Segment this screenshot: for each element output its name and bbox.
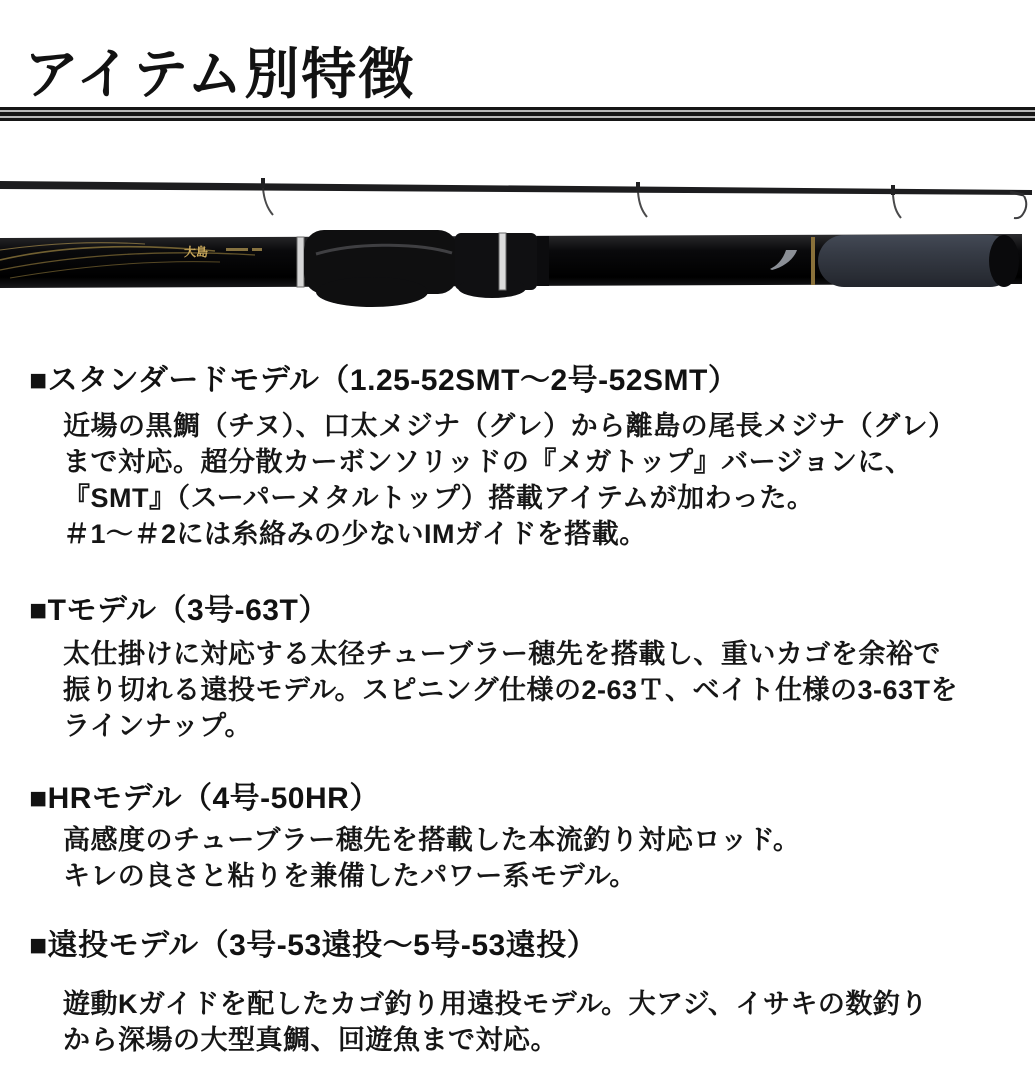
page-title: アイテム別特徴: [24, 43, 416, 105]
body-line: 太仕掛けに対応する太径チューブラー穂先を搭載し、重いカゴを余裕で: [63, 639, 941, 669]
title-divider-rule: [0, 107, 1035, 121]
rod-butt-section: [0, 230, 1022, 307]
body-line: ラインナップ。: [63, 711, 252, 741]
gold-ring: [811, 237, 815, 285]
body-line: まで対応。超分散カーボンソリッドの『メガトップ』バージョンに、: [63, 447, 913, 477]
section-heading-ento-model: ■遠投モデル（3号-53遠投〜5号-53遠投）: [29, 929, 598, 962]
body-line: 振り切れる遠投モデル。スピニング仕様の2-63Ｔ、ベイト仕様の3-63Tを: [63, 675, 959, 705]
section-body-standard-model: [63, 408, 956, 552]
silver-ring: [297, 237, 304, 287]
section-body-ento-model: [63, 986, 928, 1058]
body-line: から深場の大型真鯛、回遊魚まで対応。: [63, 1025, 558, 1055]
rod-grip: [818, 235, 1016, 287]
body-line: 高感度のチューブラー穂先を搭載した本流釣り対応ロッド。: [63, 825, 801, 855]
grip-end-cap: [989, 235, 1019, 287]
rod-model-marking: [226, 248, 262, 251]
body-line: 遊動Kガイドを配したカゴ釣り用遠投モデル。大アジ、イサキの数釣り: [63, 989, 928, 1019]
section-heading-hr-model: ■HRモデル（4号-50HR）: [29, 782, 380, 815]
section-heading-standard-model: ■スタンダードモデル（1.25-52SMT〜2号-52SMT）: [29, 364, 739, 397]
fishing-rod-photo: [0, 140, 1035, 340]
silver-ring: [499, 233, 506, 290]
body-line: キレの良さと粘りを兼備したパワー系モデル。: [63, 861, 637, 891]
rod-tip-shaft: [0, 181, 1032, 195]
section-body-t-model: [63, 636, 958, 744]
rod-tip-top-guide: [1010, 192, 1026, 218]
body-line: ＃1〜＃2には糸絡みの少ないIMガイドを搭載。: [63, 519, 647, 549]
body-line: 近場の黒鯛（チヌ）、口太メジナ（グレ）から離島の尾長メジナ（グレ）: [63, 411, 956, 441]
rod-tip-section: [0, 178, 1032, 218]
rod-brand-mark: 大島: [184, 245, 209, 259]
section-body-hr-model: [63, 822, 800, 894]
body-line: 『SMT』（スーパーメタルトップ）搭載アイテムが加わった。: [63, 483, 815, 513]
reel-seat: [297, 230, 549, 307]
section-heading-t-model: ■Tモデル（3号-63T）: [29, 594, 329, 627]
